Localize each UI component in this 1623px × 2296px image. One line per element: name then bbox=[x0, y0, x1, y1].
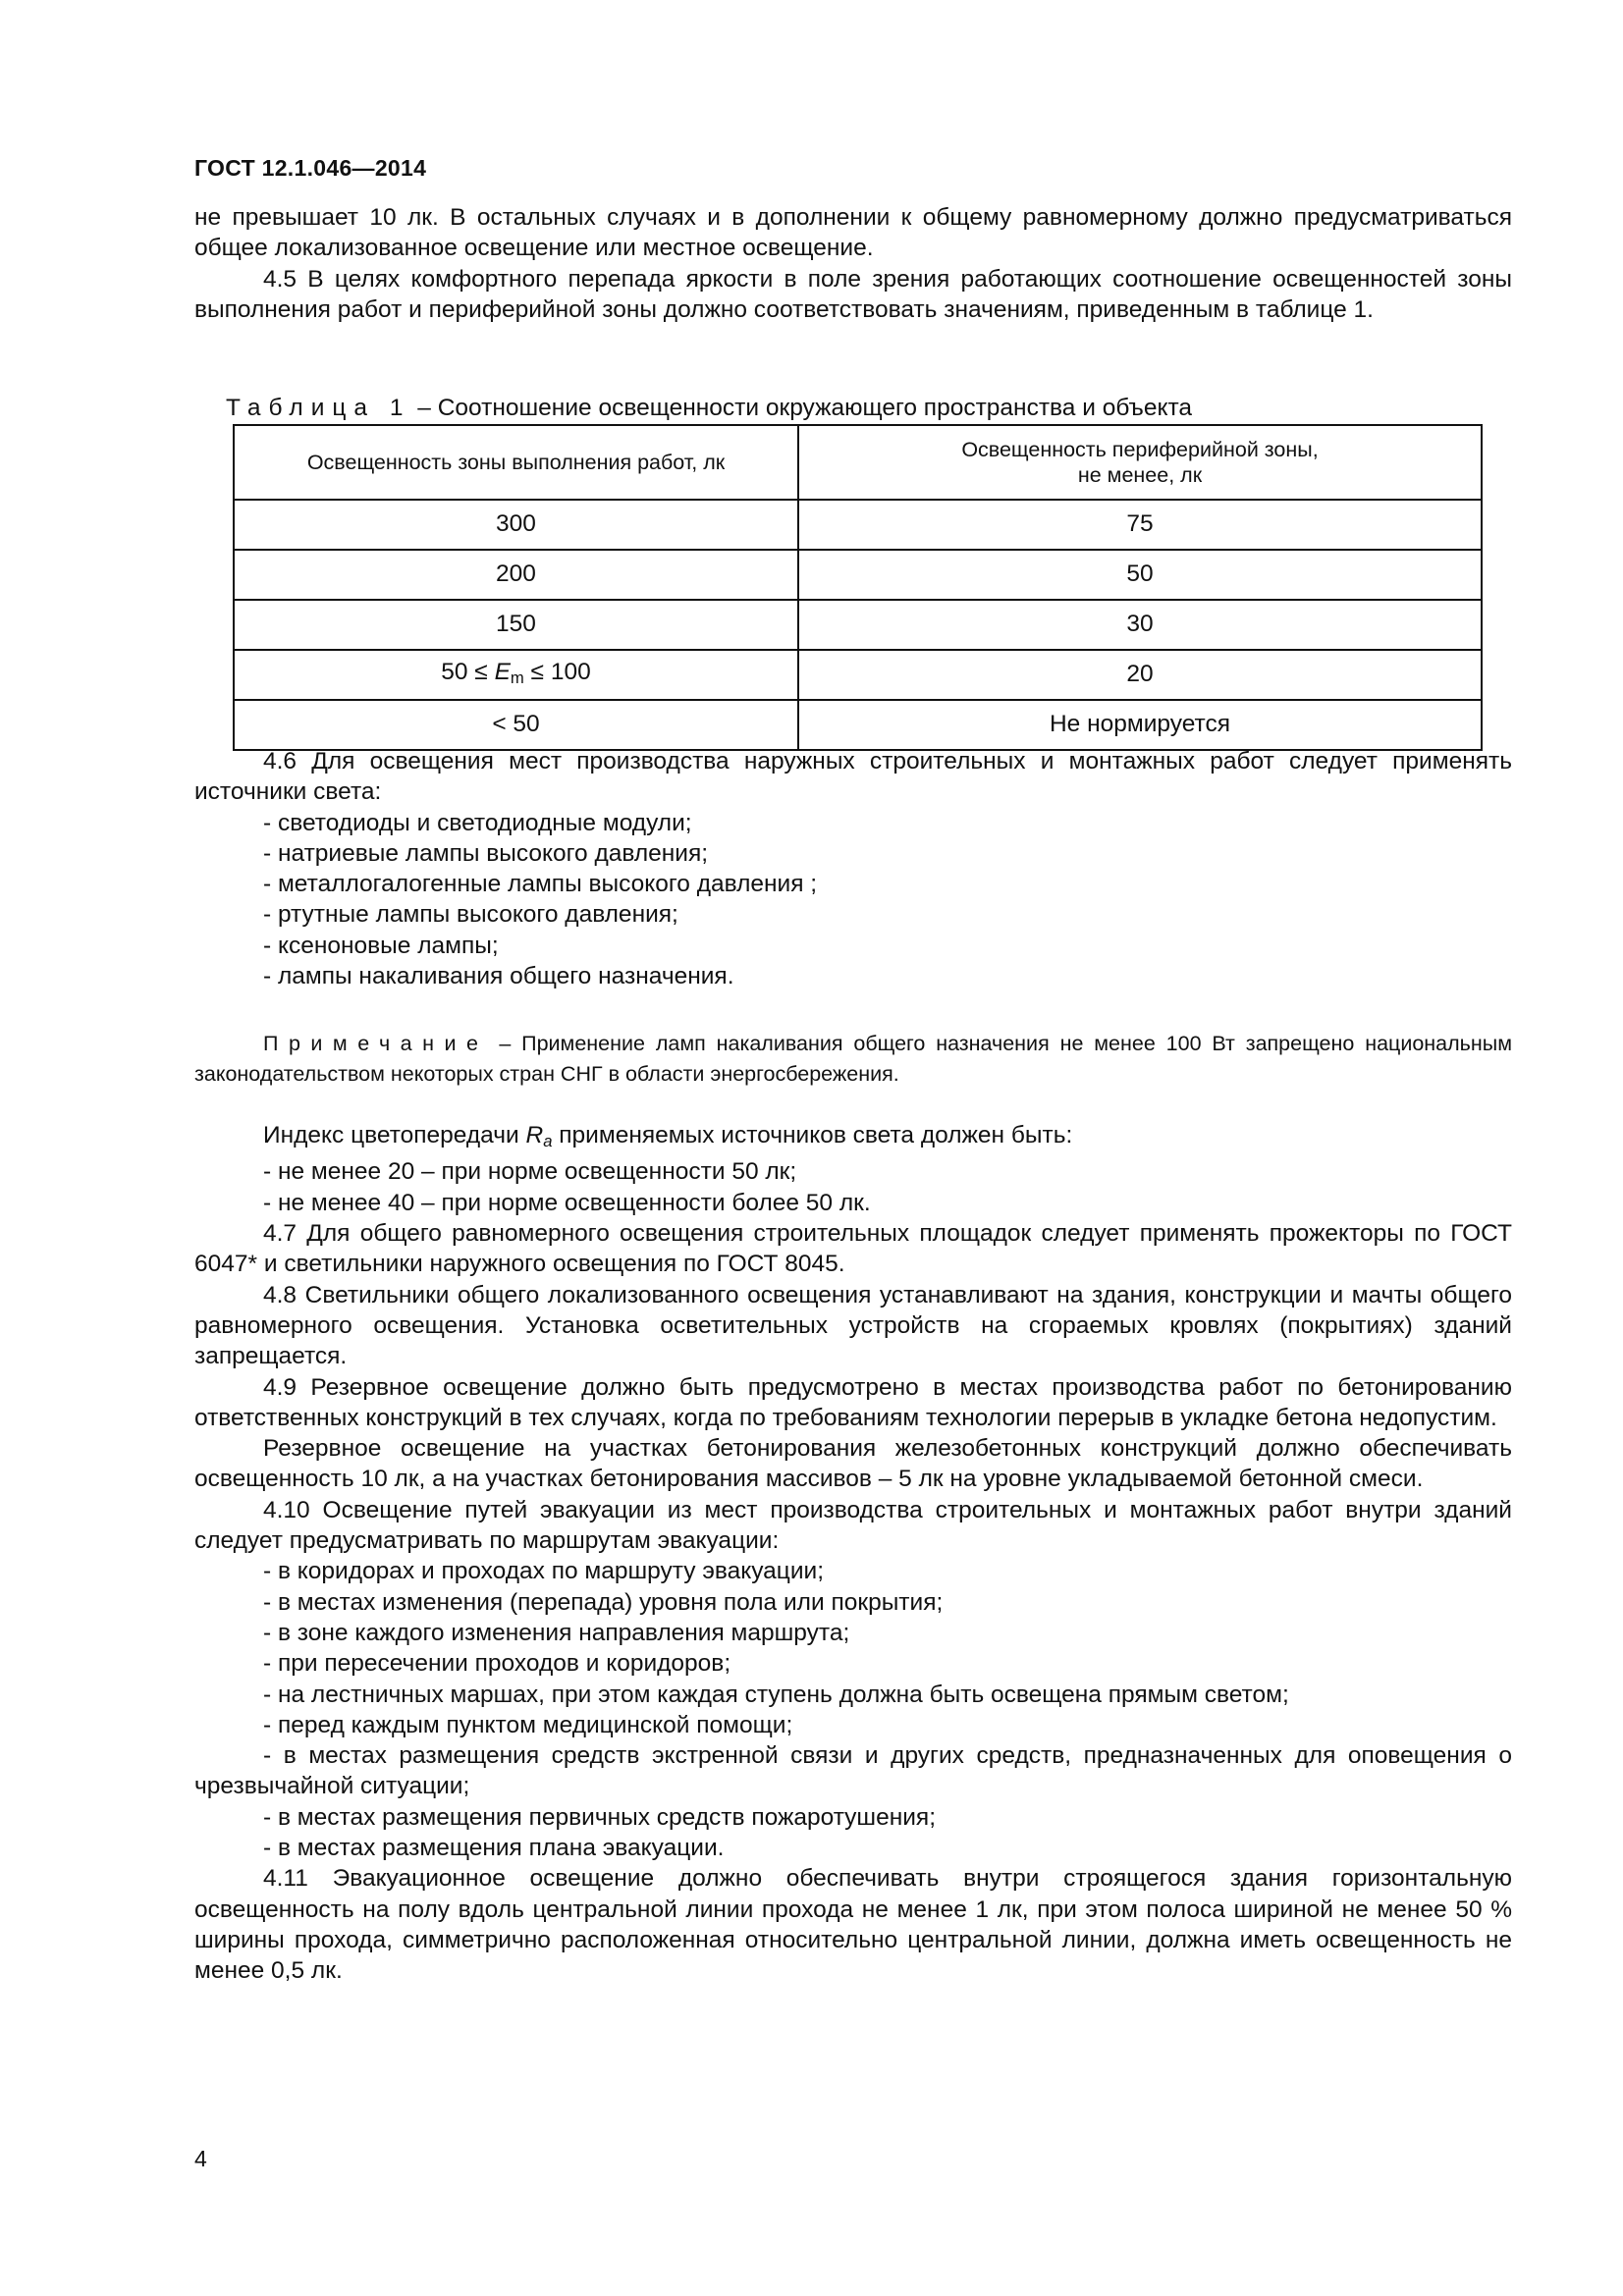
intro-block bbox=[194, 202, 1512, 325]
table-cell: 30 bbox=[798, 600, 1482, 650]
paragraph-cri bbox=[194, 1120, 1512, 1156]
table-row bbox=[234, 650, 1482, 700]
list-item: - на лестничных маршах, при этом каждая ступень должна быть освещена прямым светом; bbox=[263, 1681, 1289, 1708]
paragraph-4-11: 4.11 Эвакуационное освещение должно обеспечивать внутри строящегося здания горизонтальную освещенность на полу вдоль центральной линии прохода не менее 1 лк, при этом полоса шириной не менее 50 % ширины прохода, симметрично расположенная относительно центральной линии, должна иметь освещенность не менее 0,5 лк. bbox=[194, 1865, 1512, 1985]
list-item: - в зоне каждого изменения направления маршрута; bbox=[263, 1619, 850, 1646]
section-4-6 bbox=[194, 746, 1512, 991]
cri-var: R bbox=[525, 1122, 544, 1148]
list-item: - лампы накаливания общего назначения. bbox=[263, 963, 734, 990]
document-code: ГОСТ 12.1.046—2014 bbox=[194, 155, 427, 181]
table-cell-formula bbox=[234, 650, 798, 700]
note-text bbox=[194, 1029, 1512, 1089]
table-cell: 200 bbox=[234, 550, 798, 600]
table-row bbox=[234, 500, 1482, 550]
paragraph-4-6: 4.6 Для освещения мест производства наружных строительных и монтажных работ следует применять источники света: bbox=[194, 748, 1512, 806]
paragraph-4-9: 4.9 Резервное освещение должно быть предусмотрено в местах производства работ по бетонированию ответственных конструкций в тех случаях, когда по требованиям технологии перерыв в укладке бетона недопустим. bbox=[194, 1373, 1512, 1431]
table-cell: < 50 bbox=[234, 700, 798, 750]
list-item: - не менее 20 – при норме освещенности 50 лк; bbox=[263, 1158, 797, 1186]
paragraph-4-5: 4.5 В целях комфортного перепада яркости в поле зрения работающих соотношение освещенностей зоны выполнения работ и периферийной зоны должно соответствовать значениям, приведенным в таблице 1. bbox=[194, 265, 1512, 323]
cri-text-after: применяемых источников света должен быть: bbox=[552, 1122, 1073, 1148]
note-label: Примечание bbox=[263, 1032, 489, 1055]
list-item: - не менее 40 – при норме освещенности более 50 лк. bbox=[263, 1189, 871, 1216]
list-item: - светодиоды и светодиодные модули; bbox=[263, 809, 692, 836]
paragraph-4-10: 4.10 Освещение путей эвакуации из мест производства строительных и монтажных работ внутри зданий следует предусматривать по маршрутам эвакуации: bbox=[194, 1496, 1512, 1555]
list-item: - в коридорах и проходах по маршруту эвакуации; bbox=[263, 1558, 825, 1585]
main-sections bbox=[194, 1120, 1512, 1986]
table-row bbox=[234, 550, 1482, 600]
paragraph-4-9-reserve: Резервное освещение на участках бетонирования железобетонных конструкций должно обеспечивать освещенность 10 лк, а на участках бетонирования массивов – 5 лк на уровне укладываемой бетонной смеси. bbox=[194, 1435, 1512, 1493]
formula-sub: m bbox=[510, 668, 524, 688]
list-item: - в местах размещения первичных средств пожаротушения; bbox=[263, 1803, 937, 1831]
list-item: - в местах размещения средств экстренной связи и других средств, предназначенных для оповещения о чрезвычайной ситуации; bbox=[194, 1742, 1512, 1800]
table-cell: 20 bbox=[798, 650, 1482, 700]
list-item: - в местах изменения (перепада) уровня пола или покрытия; bbox=[263, 1588, 944, 1616]
note-body: – Применение ламп накаливания общего назначения не менее 100 Вт запрещено национальным законодательством некоторых стран СНГ в области энергосбережения. bbox=[194, 1032, 1512, 1086]
page-number: 4 bbox=[194, 2146, 207, 2171]
table-cell: 300 bbox=[234, 500, 798, 550]
table-1 bbox=[233, 424, 1483, 751]
list-item: - при пересечении проходов и коридоров; bbox=[263, 1650, 731, 1678]
list-item: - ртутные лампы высокого давления; bbox=[263, 901, 678, 929]
formula-prefix: 50 ≤ bbox=[441, 659, 495, 686]
table-header-row bbox=[234, 425, 1482, 500]
cri-sub: a bbox=[543, 1132, 553, 1151]
list-item: - в местах размещения плана эвакуации. bbox=[263, 1834, 725, 1861]
table-row bbox=[234, 700, 1482, 750]
table-1-title: – Соотношение освещенности окружающего пространства и объекта bbox=[410, 395, 1193, 421]
table-header-cell: Освещенность периферийной зоны, не менее, лк bbox=[798, 425, 1482, 500]
paragraph-4-7: 4.7 Для общего равномерного освещения строительных площадок следует применять прожекторы по ГОСТ 6047* и светильники наружного освещения по ГОСТ 8045. bbox=[194, 1220, 1512, 1278]
list-item: - металлогалогенные лампы высокого давления ; bbox=[263, 871, 818, 898]
table-header-cell: Освещенность зоны выполнения работ, лк bbox=[234, 425, 798, 500]
table-1-caption bbox=[226, 393, 1192, 423]
list-item: - ксеноновые лампы; bbox=[263, 932, 499, 959]
list-item: - натриевые лампы высокого давления; bbox=[263, 839, 709, 867]
table-1-label: Таблица 1 bbox=[226, 395, 411, 421]
table-cell: 150 bbox=[234, 600, 798, 650]
formula-suffix: ≤ 100 bbox=[523, 659, 591, 686]
table-cell: 75 bbox=[798, 500, 1482, 550]
paragraph-4-8: 4.8 Светильники общего локализованного освещения устанавливают на здания, конструкции и мачты общего равномерного освещения. Установка осветительных устройств на сгораемых кровлях (покрытиях) зданий запрещается. bbox=[194, 1281, 1512, 1370]
formula-var: E bbox=[494, 659, 511, 686]
list-item: - перед каждым пунктом медицинской помощи; bbox=[263, 1711, 793, 1738]
cri-text-before: Индекс цветопередачи bbox=[263, 1122, 526, 1148]
table-cell: Не нормируется bbox=[798, 700, 1482, 750]
table-cell: 50 bbox=[798, 550, 1482, 600]
paragraph-continuation: не превышает 10 лк. В остальных случаях и в дополнении к общему равномерному должно предусматриваться общее локализованное освещение или местное освещение. bbox=[194, 204, 1512, 262]
note-block bbox=[194, 1029, 1512, 1089]
table-row bbox=[234, 600, 1482, 650]
